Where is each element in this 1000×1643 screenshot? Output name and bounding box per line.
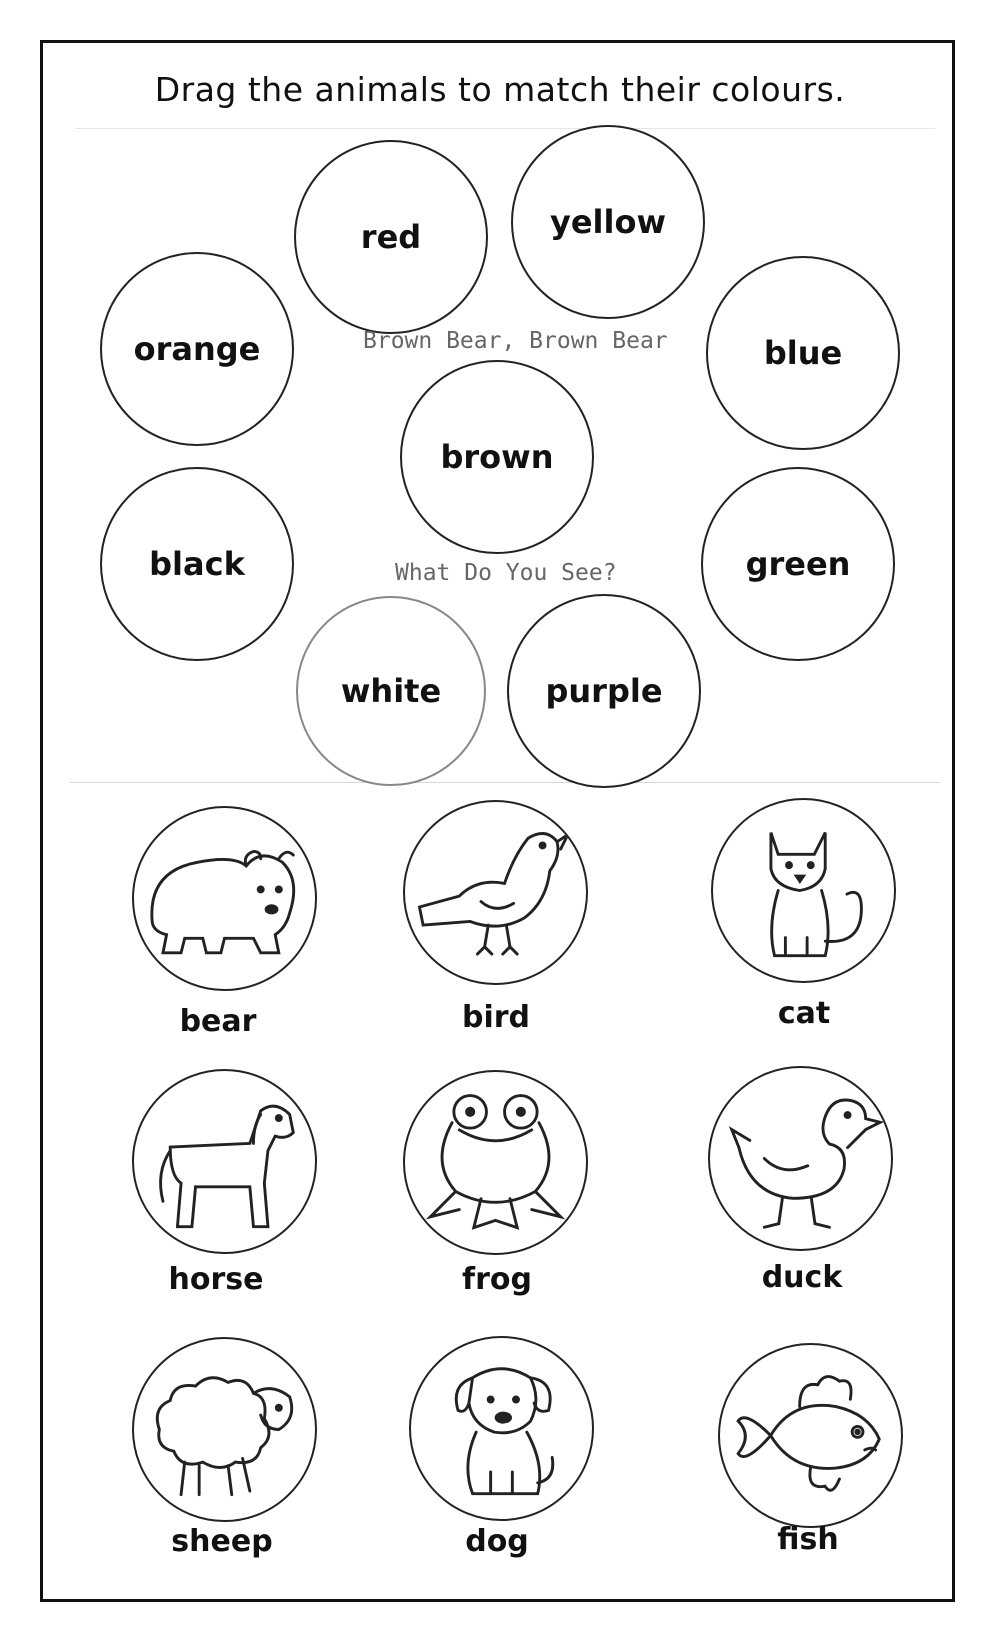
animal-label: bird (461, 1000, 531, 1035)
animal-label: frog (462, 1262, 532, 1297)
divider (70, 782, 940, 783)
frog-icon (405, 1072, 586, 1253)
book-title-line1: Brown Bear, Brown Bear (363, 328, 668, 354)
colour-target-purple[interactable] (507, 594, 701, 788)
dog-icon (411, 1338, 592, 1519)
book-title-line2: What Do You See? (395, 560, 617, 586)
animal-card-dog[interactable] (409, 1336, 594, 1521)
animal-label: fish (777, 1522, 839, 1557)
animal-card-sheep[interactable] (132, 1337, 317, 1522)
colour-label: blue (763, 334, 843, 372)
colour-target-green[interactable] (701, 467, 895, 661)
colour-label: purple (545, 672, 663, 710)
colour-label: orange (133, 330, 261, 368)
animal-card-cat[interactable] (711, 798, 896, 983)
colour-target-yellow[interactable] (511, 125, 705, 319)
animal-label: sheep (171, 1524, 273, 1559)
colour-label: white (340, 672, 442, 710)
colour-label: red (360, 218, 422, 256)
fish-icon (720, 1345, 901, 1526)
animal-label: horse (168, 1262, 264, 1297)
colour-label: brown (440, 438, 554, 476)
animal-card-bird[interactable] (403, 800, 588, 985)
colour-target-brown[interactable] (400, 360, 594, 554)
colour-target-black[interactable] (100, 467, 294, 661)
colour-label: yellow (549, 203, 667, 241)
instruction-title: Drag the animals to match their colours. (154, 70, 846, 109)
animal-card-fish[interactable] (718, 1343, 903, 1528)
animal-label: duck (761, 1260, 843, 1295)
colour-label: black (149, 545, 245, 583)
sheep-icon (134, 1339, 315, 1520)
bear-icon (134, 808, 315, 989)
animal-card-duck[interactable] (708, 1066, 893, 1251)
divider (75, 128, 935, 129)
animal-label: dog (465, 1524, 529, 1559)
cat-icon (713, 800, 894, 981)
colour-target-blue[interactable] (706, 256, 900, 450)
duck-icon (710, 1068, 891, 1249)
colour-label: green (745, 545, 851, 583)
bird-icon (405, 802, 586, 983)
colour-target-white[interactable] (296, 596, 486, 786)
animal-card-frog[interactable] (403, 1070, 588, 1255)
animal-card-horse[interactable] (132, 1069, 317, 1254)
animal-label: cat (777, 996, 831, 1031)
animal-card-bear[interactable] (132, 806, 317, 991)
colour-target-red[interactable] (294, 140, 488, 334)
animal-label: bear (179, 1004, 257, 1039)
colour-target-orange[interactable] (100, 252, 294, 446)
horse-icon (134, 1071, 315, 1252)
